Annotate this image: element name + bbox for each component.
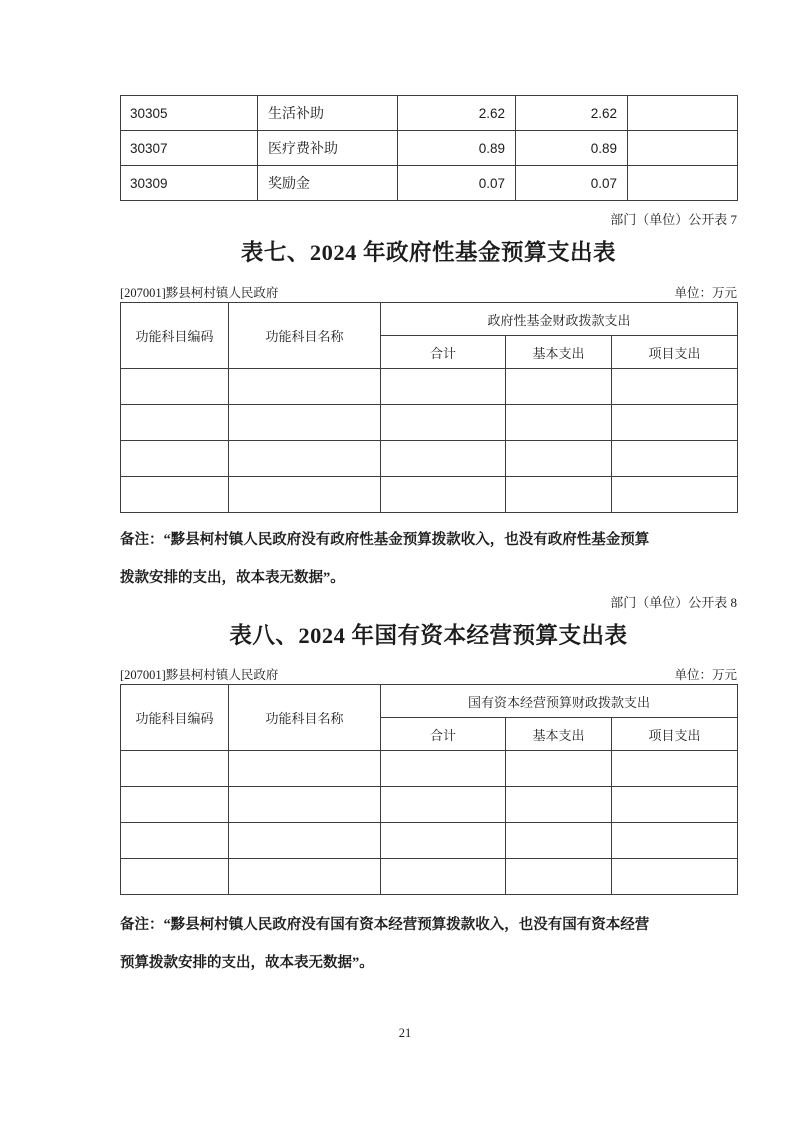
empty-cell: [612, 823, 738, 859]
col-header-total: 合计: [381, 718, 506, 751]
total-cell: 0.07: [398, 166, 516, 201]
table-row: [121, 131, 738, 166]
empty-cell: [612, 369, 738, 405]
empty-cell: [506, 405, 612, 441]
empty-cell: [229, 787, 381, 823]
empty-cell: [229, 751, 381, 787]
empty-cell: [229, 477, 381, 513]
empty-cell: [612, 859, 738, 895]
table7-subtitle-row: [120, 283, 737, 301]
code-cell: 30305: [121, 96, 258, 131]
project-cell: [628, 131, 738, 166]
empty-cell: [121, 369, 229, 405]
project-cell: [628, 96, 738, 131]
carryover-table: [120, 95, 738, 201]
org-code-name: [207001]黟县柯村镇人民政府: [120, 286, 279, 300]
empty-row: [121, 405, 738, 441]
empty-cell: [121, 751, 229, 787]
name-cell: 医疗费补助: [258, 131, 398, 166]
col-header-basic: 基本支出: [506, 718, 612, 751]
col-header-total: 合计: [381, 336, 506, 369]
empty-cell: [506, 787, 612, 823]
empty-cell: [381, 823, 506, 859]
empty-cell: [612, 405, 738, 441]
empty-cell: [121, 787, 229, 823]
empty-cell: [612, 787, 738, 823]
table7-note: [120, 521, 750, 597]
gov-fund-budget-table: [120, 302, 738, 513]
empty-cell: [229, 369, 381, 405]
table-row: [121, 96, 738, 131]
unit-label: 单位：万元: [674, 286, 737, 300]
empty-row: [121, 859, 738, 895]
empty-cell: [381, 477, 506, 513]
col-header-name: 功能科目名称: [229, 685, 381, 751]
empty-row: [121, 787, 738, 823]
note-line: 备注：“黟县柯村镇人民政府没有国有资本经营预算拨款收入，也没有国有资本经营: [120, 917, 650, 933]
empty-cell: [381, 751, 506, 787]
col-header-code: 功能科目编码: [121, 303, 229, 369]
empty-row: [121, 369, 738, 405]
total-cell: 2.62: [398, 96, 516, 131]
empty-cell: [229, 405, 381, 441]
note-line: 拨款安排的支出，故本表无数据”。: [120, 570, 345, 586]
empty-cell: [506, 369, 612, 405]
empty-cell: [506, 477, 612, 513]
col-header-project: 项目支出: [612, 718, 738, 751]
table7-title: 表七、2024 年政府性基金预算支出表: [240, 240, 617, 265]
note-line: 备注：“黟县柯村镇人民政府没有政府性基金预算拨款收入，也没有政府性基金预算: [120, 532, 650, 548]
sheet-label-7: 部门（单位）公开表 7: [610, 212, 737, 227]
empty-cell: [612, 441, 738, 477]
empty-cell: [381, 859, 506, 895]
page-number: 21: [398, 1026, 412, 1040]
basic-cell: 0.07: [516, 166, 628, 201]
empty-row: [121, 477, 738, 513]
empty-cell: [121, 441, 229, 477]
sheet-label-8: 部门（单位）公开表 8: [610, 595, 737, 610]
empty-cell: [229, 441, 381, 477]
empty-cell: [121, 405, 229, 441]
unit-label: 单位：万元: [674, 668, 737, 682]
col-header-project: 项目支出: [612, 336, 738, 369]
group-header: 国有资本经营预算财政拨款支出: [381, 685, 738, 718]
state-capital-budget-table: [120, 684, 738, 895]
empty-cell: [506, 751, 612, 787]
empty-cell: [506, 859, 612, 895]
code-cell: 30307: [121, 131, 258, 166]
empty-cell: [506, 441, 612, 477]
basic-cell: 2.62: [516, 96, 628, 131]
empty-cell: [229, 859, 381, 895]
code-cell: 30309: [121, 166, 258, 201]
empty-cell: [381, 441, 506, 477]
org-code-name: [207001]黟县柯村镇人民政府: [120, 668, 279, 682]
col-header-code: 功能科目编码: [121, 685, 229, 751]
empty-cell: [612, 751, 738, 787]
empty-row: [121, 823, 738, 859]
group-header: 政府性基金财政拨款支出: [381, 303, 738, 336]
col-header-basic: 基本支出: [506, 336, 612, 369]
empty-cell: [121, 859, 229, 895]
basic-cell: 0.89: [516, 131, 628, 166]
name-cell: 生活补助: [258, 96, 398, 131]
table8-subtitle-row: [120, 665, 737, 683]
empty-cell: [381, 787, 506, 823]
note-line: 预算拨款安排的支出，故本表无数据”。: [120, 955, 374, 971]
empty-cell: [121, 477, 229, 513]
empty-cell: [381, 405, 506, 441]
total-cell: 0.89: [398, 131, 516, 166]
name-cell: 奖励金: [258, 166, 398, 201]
table8-title: 表八、2024 年国有资本经营预算支出表: [229, 623, 628, 648]
table-row: [121, 166, 738, 201]
empty-cell: [612, 477, 738, 513]
col-header-name: 功能科目名称: [229, 303, 381, 369]
empty-row: [121, 751, 738, 787]
empty-row: [121, 441, 738, 477]
empty-cell: [506, 823, 612, 859]
table8-note: [120, 906, 750, 982]
empty-cell: [229, 823, 381, 859]
empty-cell: [381, 369, 506, 405]
empty-cell: [121, 823, 229, 859]
project-cell: [628, 166, 738, 201]
